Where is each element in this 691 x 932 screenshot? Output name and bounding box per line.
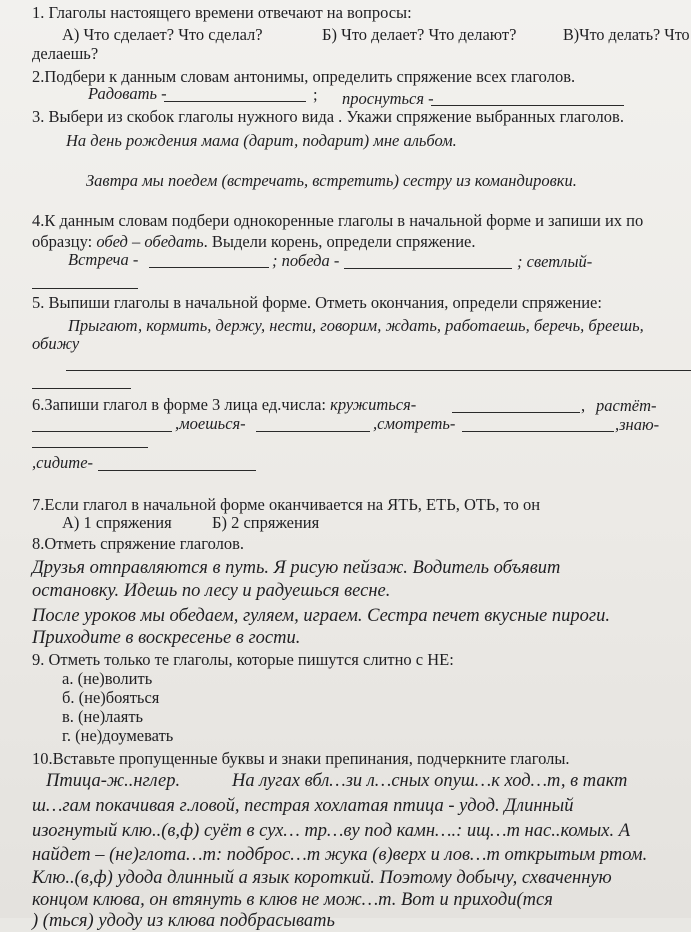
task-1-option-c: В)Что делать? Что: [563, 25, 690, 44]
task-1-question: 1. Глаголы настоящего времени отвечают на вопросы:: [32, 3, 412, 22]
task-5-answer-line-2: [32, 388, 131, 389]
task-10-text-line-5: Клю..(в,ф) удода длинный а язык короткий. Поэтому добычу, схваченную: [32, 868, 612, 888]
task-10-question: 10.Вставьте пропущенные буквы и знаки препинания, подчеркните глаголы.: [32, 749, 570, 768]
task-5-answer-line-1: [66, 370, 691, 371]
task-4-sample-label: образцу:: [32, 232, 97, 251]
task-1-option-b: Б) Что делает? Что делают?: [322, 25, 517, 44]
task-5-question: 5. Выпиши глаголы в начальной форме. Отметь окончания, определи спряжение:: [32, 293, 602, 312]
task-2-answer-line-1: [164, 101, 306, 102]
task-6-answer-line-6: [98, 470, 256, 471]
task-6-answer-line-4: [462, 431, 614, 432]
task-9-option-b: б. (не)бояться: [62, 688, 160, 707]
task-4-word-2: ; победа -: [272, 251, 340, 270]
task-10-text-line-7: ) (ться) удоду из клюва подбрасывать: [32, 911, 335, 931]
task-10-text-line-3: изогнутый клю..(в,ф) суёт в сух… тр…ву под камн….: ищ…т нас..комых. А: [32, 821, 631, 841]
task-3-question: 3. Выбери из скобок глаголы нужного вида . Укажи спряжение выбранных глаголов.: [32, 107, 624, 126]
task-4-sample: обед – обедать: [96, 232, 204, 251]
task-8-text-line-2: остановку. Идешь по лесу и радуешься весне.: [32, 581, 391, 601]
task-6-word-1: кружиться-: [330, 395, 417, 414]
task-4-answer-line-2: [344, 268, 512, 269]
task-10-text-line-2: ш…гам покачивая г.ловой, пестрая хохлатая птица - удод. Длинный: [32, 796, 574, 816]
task-4-question-cont: [32, 232, 475, 252]
task-4-answer-line-3: [32, 288, 138, 289]
task-6-label: 6.Запиши глагол в форме 3 лица ед.числа:: [32, 395, 331, 414]
task-7-option-b: Б) 2 спряжения: [212, 513, 320, 532]
task-1-option-c-cont: делаешь?: [32, 44, 99, 63]
task-4-answer-line-1: [149, 267, 269, 268]
task-6-answer-line-5: [32, 447, 148, 448]
task-9-option-c: в. (не)лаять: [62, 707, 144, 726]
task-8-text-line-4: Приходите в воскресенье в гости.: [32, 628, 301, 648]
task-8-question: 8.Отметь спряжение глаголов.: [32, 534, 245, 553]
task-7-option-a: А) 1 спряжения: [62, 513, 172, 532]
task-1-option-a: А) Что сделает? Что сделал?: [62, 25, 263, 44]
task-6-answer-line-3: [256, 431, 370, 432]
task-6-word-4: ,смотреть-: [373, 414, 456, 433]
task-2-word-1: Радовать -: [88, 84, 167, 103]
task-6-answer-line-2: [32, 431, 172, 432]
task-6-question: [32, 395, 416, 415]
task-2-question: 2.Подбери к данным словам антонимы, определить спряжение всех глаголов.: [32, 67, 576, 86]
task-5-words-cont: обижу: [32, 334, 80, 353]
task-9-option-a: а. (не)волить: [62, 669, 153, 688]
task-4-question: 4.К данным словам подбери однокоренные глаголы в начальной форме и запиши их по: [32, 211, 644, 230]
task-4-instruction: . Выдели корень, определи спряжение.: [203, 232, 476, 251]
task-2-answer-line-2: [431, 105, 624, 106]
task-4-word-1: Встреча -: [68, 250, 139, 269]
task-2-word-2: проснуться -: [342, 89, 434, 108]
task-6-comma: ,: [581, 396, 586, 415]
task-6-word-3: ,моешься-: [175, 414, 246, 433]
task-7-question: 7.Если глагол в начальной форме оканчивается на ЯТЬ, ЕТЬ, ОТЬ, то он: [32, 495, 541, 514]
task-4-word-3: ; светлый-: [517, 252, 593, 271]
task-6-word-2: растёт-: [596, 396, 657, 415]
task-6-word-5: ,знаю-: [615, 415, 660, 434]
task-9-option-d: г. (не)доумевать: [62, 726, 174, 745]
task-2-separator: ;: [313, 85, 318, 104]
task-10-title: Птица-ж..нглер.: [46, 771, 181, 791]
task-3-sentence-2: Завтра мы поедем (встречать, встретить) сестру из командировки.: [86, 171, 577, 190]
task-8-text-line-3: После уроков мы обедаем, гуляем, играем. Сестра печет вкусные пироги.: [32, 606, 610, 626]
task-10-text-line-1: На лугах вбл…зи л…сных опуш…к ход…т, в такт: [232, 771, 628, 791]
task-6-word-6: ,сидите-: [32, 453, 94, 472]
task-9-question: 9. Отметь только те глаголы, которые пишутся слитно с НЕ:: [32, 650, 454, 669]
task-10-text-line-6: концом клюва, он втянуть в клюв не мож…т. Вот и приходи(тся: [32, 890, 553, 910]
task-6-answer-line-1: [452, 412, 580, 413]
task-5-words: Прыгают, кормить, держу, нести, говорим, ждать, работаешь, беречь, бреешь,: [68, 316, 644, 335]
task-10-text-line-4: найдет – (не)глота…т: подброс…т жука (в)верх и лов…т открытым ртом.: [32, 845, 648, 865]
task-3-sentence-1: На день рождения мама (дарит, подарит) мне альбом.: [66, 131, 457, 150]
task-8-text-line-1: Друзья отправляются в путь. Я рисую пейзаж. Водитель объявит: [32, 558, 561, 578]
